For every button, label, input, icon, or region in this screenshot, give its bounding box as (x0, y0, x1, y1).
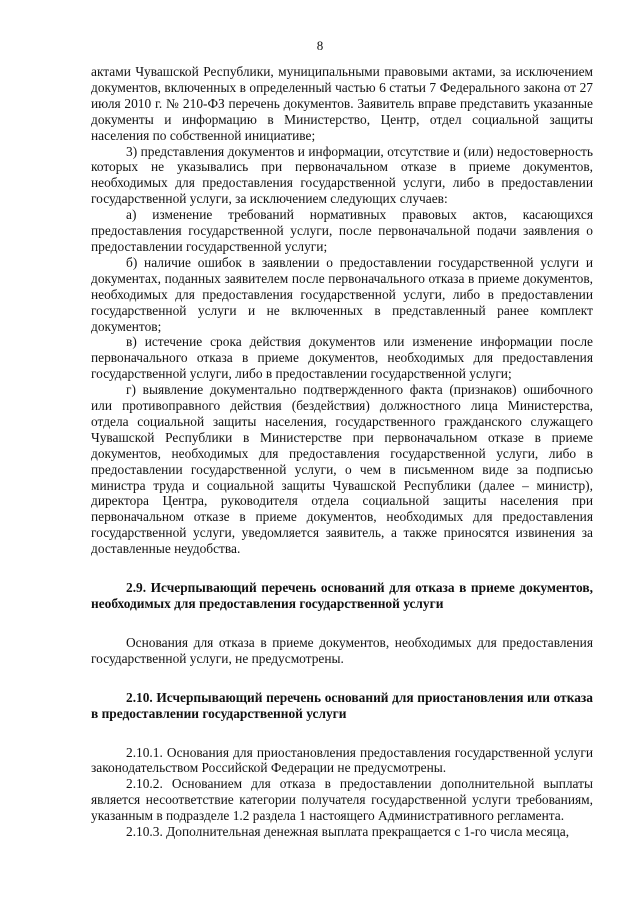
paragraph-item-3: 3) представления документов и информации, отсутствие и (или) недостоверность которых не указывались при первоначальном отказе в приеме документов, необходимых для предоставления государственной услуги, либо в предоставлении государственной услуги, за исключением следующих случаев: (91, 143, 593, 207)
document-body (91, 64, 593, 840)
section-heading-2-10: 2.10. Исчерпывающий перечень оснований для приостановления или отказа в предоставлении государственной услуги (91, 689, 593, 721)
paragraph-2-10-3: 2.10.3. Дополнительная денежная выплата прекращается с 1-го числа месяца, (126, 824, 570, 840)
paragraph-2-10-1: 2.10.1. Основания для приостановления предоставления государственной услуги законодательством Российской Федерации не предусмотрены. (91, 744, 593, 776)
section-heading-2-9: 2.9. Исчерпывающий перечень оснований для отказа в приеме документов, необходимых для предоставления государственной услуги (91, 580, 593, 611)
paragraph-continuation: актами Чувашской Республики, муниципальными правовыми актами, за исключением документов, включенных в определенный частью 6 статьи 7 Федерального закона от 27 июля 2010 г. № 210-ФЗ перечень документов. Заявитель вправе представить указанные документы и информацию в Министерство, Центр, отдел социальной защиты населения по собственной инициативе; (91, 64, 593, 143)
page-number: 8 (316, 38, 324, 53)
paragraph-2-10-2: 2.10.2. Основанием для отказа в предоставлении дополнительной выплаты является несоответствие категории получателя государственной услуги требованиям, указанным в подразделе 1.2 раздела 1 настоящего Административного регламента. (91, 776, 593, 824)
paragraph-2-9-body: Основания для отказа в приеме документов, необходимых для предоставления государственной услуги, не предусмотрены. (91, 634, 593, 666)
paragraph-item-a: а) изменение требований нормативных правовых актов, касающихся предоставления государственной услуги, после первоначальной подачи заявления о предоставлении государственной услуги; (91, 207, 593, 254)
paragraph-item-v: в) истечение срока действия документов или изменение информации после первоначального отказа в приеме документов, необходимых для предоставления государственной услуги, либо в предоставлении государственной услуги; (91, 334, 593, 382)
paragraph-item-g: г) выявление документально подтвержденного факта (признаков) ошибочного или противоправного действия (бездействия) должностного лица Министерства, отдела социальной защиты населения, государственного гражданского служащего Чувашской Республики в Министерстве при первоначальном отказе в приеме документов, необходимых для предоставления государственной услуги, либо в предоставлении государственной услуги, о чем в письменном виде за подписью министра труда и социальной защиты Чувашской Республики (далее – министр), директора Центра, руководителя отдела социальной защиты населения при первоначальном отказе в приеме документов, необходимых для предоставления государственной услуги, уведомляется заявитель, а также приносятся извинения за доставленные неудобства. (91, 382, 593, 557)
paragraph-item-b: б) наличие ошибок в заявлении о предоставлении государственной услуги и документах, поданных заявителем после первоначального отказа в приеме документов, необходимых для предоставления государственной услуги, либо в предоставлении государственной услуги и не включенных в представленный ранее комплект документов; (91, 254, 593, 334)
